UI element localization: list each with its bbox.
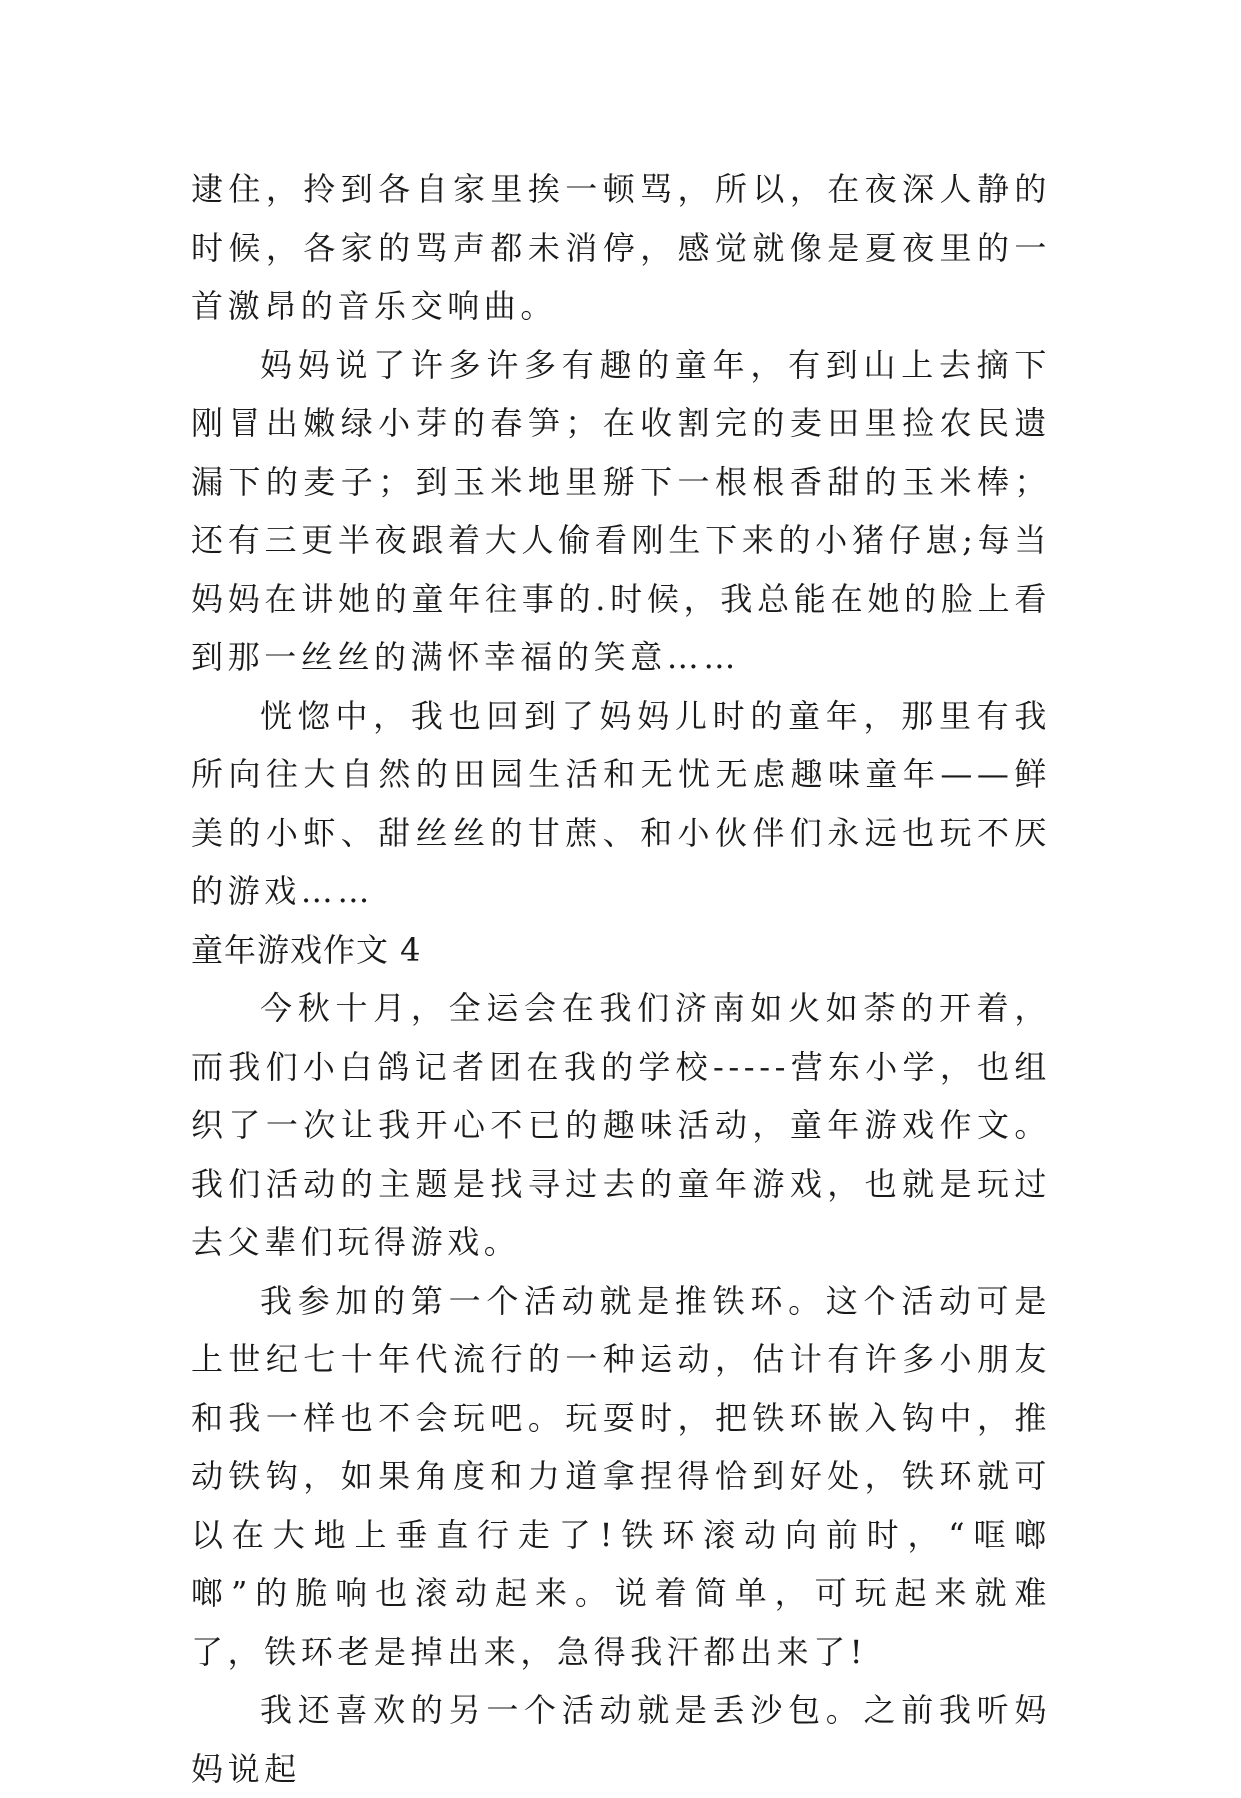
paragraph-2: 妈妈说了许多许多有趣的童年，有到山上去摘下刚冒出嫩绿小芽的春笋；在收割完的麦田里捡农民遗漏下的麦子；到玉米地里掰下一根根香甜的玉米棒；还有三更半夜跟着大人偷看刚生下来的小猪仔崽;每当妈妈在讲她的童年往事的.时候，我总能在她的脸上看到那一丝丝的满怀幸福的笑意……	[191, 345, 1051, 676]
body-text	[191, 160, 1051, 1798]
paragraph-3: 恍惚中，我也回到了妈妈儿时的童年，那里有我所向往大自然的田园生活和无忧无虑趣味童年——鲜美的小虾、甜丝丝的甘蔗、和小伙伴们永远也玩不厌的游戏……	[191, 696, 1051, 910]
paragraph-4: 今秋十月，全运会在我们济南如火如荼的开着，而我们小白鸽记者团在我的学校-----营东小学，也组织了一次让我开心不已的趣味活动，童年游戏作文。我们活动的主题是找寻过去的童年游戏，也就是玩过去父辈们玩得游戏。	[191, 989, 1051, 1261]
paragraph-5: 我参加的第一个活动就是推铁环。这个活动可是上世纪七十年代流行的一种运动，估计有许多小朋友和我一样也不会玩吧。玩耍时，把铁环嵌入钩中，推动铁钩，如果角度和力道拿捏得恰到好处，铁环就可以在大地上垂直行走了!铁环滚动向前时，“哐啷啷”的脆响也滚动起来。说着简单，可玩起来就难了，铁环老是掉出来，急得我汗都出来了!	[191, 1281, 1051, 1671]
paragraph-6: 我还喜欢的另一个活动就是丢沙包。之前我听妈妈说起	[191, 1691, 1051, 1788]
paragraph-1: 逮住，拎到各自家里挨一顿骂，所以，在夜深人静的时候，各家的骂声都未消停，感觉就像是夏夜里的一首激昂的音乐交响曲。	[191, 170, 1051, 325]
section-heading: 童年游戏作文 4	[191, 930, 422, 969]
